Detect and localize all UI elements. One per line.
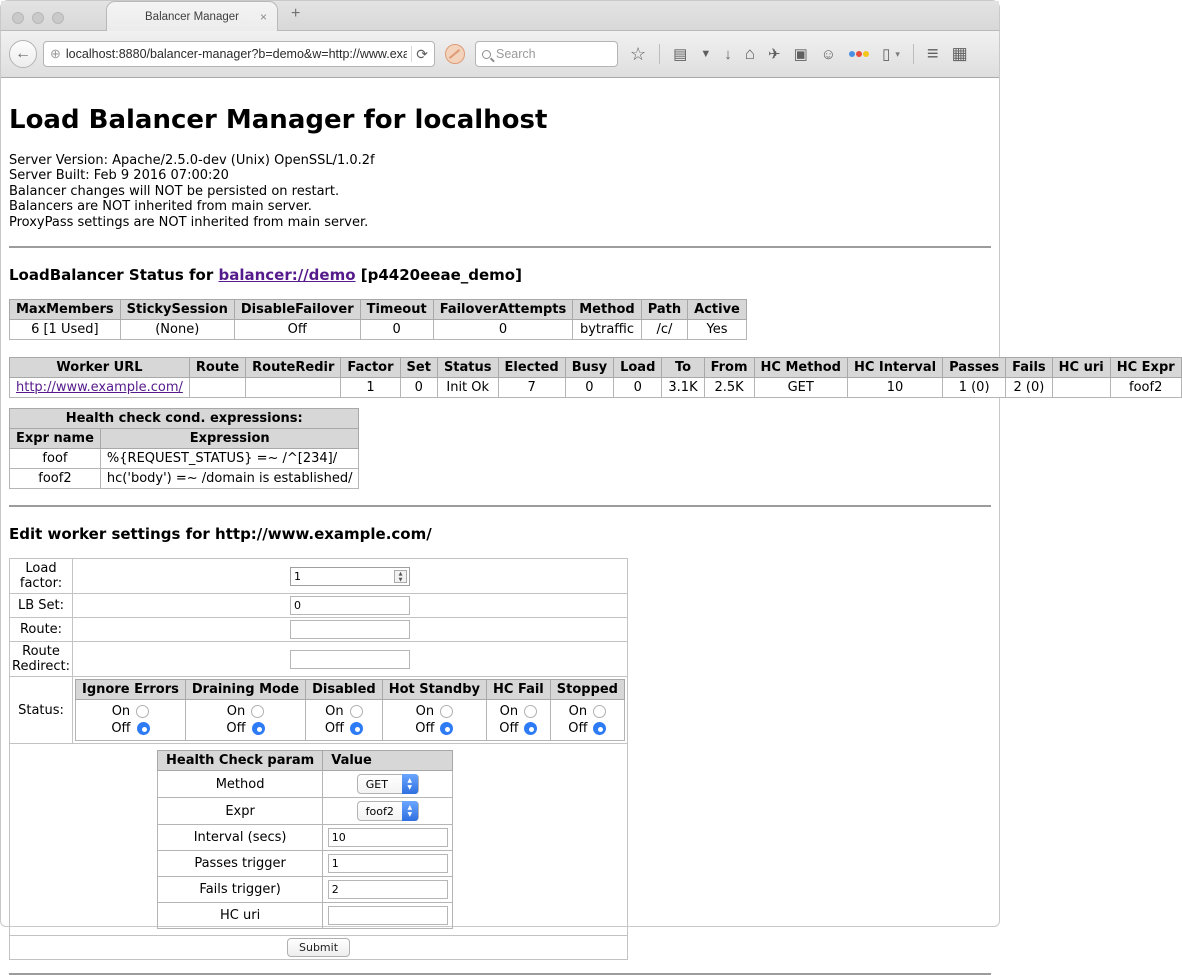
health-check-param-table	[157, 750, 453, 929]
radio-on-hc-fail[interactable]	[524, 705, 537, 718]
health-check-expressions-table	[9, 408, 359, 489]
col-factor: Factor	[341, 358, 400, 378]
cell-routeredir	[246, 378, 341, 398]
cell-disablefailover: Off	[234, 320, 360, 340]
radio-off-draining-mode[interactable]	[252, 722, 265, 735]
cell-failoverattempts: 0	[433, 320, 573, 340]
radio-on-disabled[interactable]	[350, 705, 363, 718]
colors-icon[interactable]	[849, 51, 869, 57]
off-label: Off	[499, 721, 519, 737]
col-draining-mode: Draining Mode	[185, 680, 305, 700]
divider	[9, 505, 991, 507]
form-row-submit	[10, 936, 628, 960]
hc-header-row	[158, 751, 453, 771]
back-arrow-icon: ←	[15, 45, 31, 62]
cell-hc-uri	[1052, 378, 1110, 398]
reading-list-icon[interactable]: ▤	[673, 46, 688, 63]
hc-uri-input[interactable]	[328, 906, 448, 925]
chat-icon[interactable]: ☺	[820, 45, 837, 63]
col-ignore-errors: Ignore Errors	[76, 680, 186, 700]
route-redirect-input[interactable]	[290, 650, 410, 669]
method-label: Method	[158, 771, 323, 798]
cell-factor: 1	[341, 378, 400, 398]
balancer-status-table	[9, 299, 747, 340]
route-redirect-label: Route Redirect:	[10, 642, 73, 677]
server-version-line: Server Version: Apache/2.5.0-dev (Unix) OpenSSL/1.0.2f	[9, 153, 375, 168]
bookmark-star-icon[interactable]: ☆	[630, 43, 647, 64]
col-route: Route	[189, 358, 245, 378]
tab-bar	[1, 1, 999, 31]
tab-balancer-manager[interactable]	[106, 1, 278, 31]
passes-trigger-label: Passes trigger	[158, 851, 323, 877]
new-tab-button[interactable]: +	[291, 5, 301, 22]
worker-status-table	[9, 357, 1182, 398]
interval-label: Interval (secs)	[158, 825, 323, 851]
radio-off-hot-standby[interactable]	[440, 722, 453, 735]
off-label: Off	[226, 721, 246, 737]
col-hc-value: Value	[323, 751, 453, 771]
cell-stickysession: (None)	[120, 320, 234, 340]
col-stickysession: StickySession	[120, 300, 234, 320]
status-header-row	[76, 680, 625, 700]
cell-timeout: 0	[360, 320, 433, 340]
method-select-value: GET	[365, 777, 388, 791]
hc-row-passes	[158, 851, 453, 877]
page-title: Load Balancer Manager for localhost	[9, 105, 548, 135]
col-from: From	[704, 358, 754, 378]
route-label: Route:	[10, 618, 73, 642]
status-label: Status:	[10, 677, 73, 744]
navigation-toolbar	[1, 31, 999, 78]
col-load: Load	[614, 358, 662, 378]
screenshot-icon[interactable]: ▣	[793, 46, 808, 63]
passes-trigger-input[interactable]	[328, 854, 448, 873]
col-hc-param: Health Check param	[158, 751, 323, 771]
number-stepper-icon[interactable]: ▲ ▼	[394, 570, 407, 583]
form-row-load-factor	[10, 559, 628, 594]
radio-on-hot-standby[interactable]	[440, 705, 453, 718]
method-select[interactable]	[357, 774, 419, 794]
col-active: Active	[688, 300, 747, 320]
cell-expression: %{REQUEST_STATUS} =~ /^[234]/	[100, 449, 359, 469]
cell-hc-interval: 10	[847, 378, 942, 398]
expr-select[interactable]	[357, 801, 419, 821]
search-bar[interactable]	[475, 41, 618, 67]
cell-active: Yes	[688, 320, 747, 340]
on-label: On	[325, 704, 344, 720]
off-label: Off	[111, 721, 131, 737]
col-hc-method: HC Method	[754, 358, 847, 378]
table-header-row	[10, 429, 359, 449]
reload-icon[interactable]: ⟳	[416, 45, 428, 62]
cell-expr-name: foof2	[10, 469, 101, 489]
radio-off-ignore-errors[interactable]	[137, 722, 150, 735]
form-row-route-redirect	[10, 642, 628, 677]
worker-row	[10, 378, 1182, 398]
col-busy: Busy	[565, 358, 613, 378]
col-fails: Fails	[1006, 358, 1053, 378]
col-worker-url: Worker URL	[10, 358, 190, 378]
lb-set-input[interactable]	[290, 596, 410, 615]
on-label: On	[226, 704, 246, 720]
on-label: On	[568, 704, 588, 720]
hc-row-uri	[158, 903, 453, 929]
on-label: On	[415, 704, 435, 720]
col-stopped: Stopped	[550, 680, 624, 700]
cell-path: /c/	[641, 320, 687, 340]
expr-label: Expr	[158, 798, 323, 825]
cell-elected: 7	[498, 378, 565, 398]
route-input[interactable]	[290, 620, 410, 639]
edit-worker-form	[9, 558, 991, 960]
toolbar-divider	[659, 44, 660, 64]
form-row-route	[10, 618, 628, 642]
col-hot-standby: Hot Standby	[382, 680, 486, 700]
col-hc-fail: HC Fail	[487, 680, 551, 700]
persist-notice-line: Balancer changes will NOT be persisted on restart.	[9, 183, 340, 199]
hc-row-interval	[158, 825, 453, 851]
radio-off-hc-fail[interactable]	[524, 722, 537, 735]
globe-icon: ⊕	[50, 46, 61, 61]
col-failoverattempts: FailoverAttempts	[433, 300, 573, 320]
fails-trigger-input[interactable]	[328, 880, 448, 899]
divider	[9, 246, 991, 248]
col-path: Path	[641, 300, 687, 320]
send-icon[interactable]: ✈	[768, 46, 781, 63]
col-method: Method	[573, 300, 641, 320]
col-elected: Elected	[498, 358, 565, 378]
adblock-icon[interactable]	[445, 44, 465, 64]
select-stepper-icon: ▲ ▼	[402, 774, 418, 794]
cell-passes: 1 (0)	[943, 378, 1006, 398]
status-radio-row	[76, 700, 625, 741]
balancer-demo-link[interactable]: balancer://demo	[218, 266, 356, 285]
col-hc-uri: HC uri	[1052, 358, 1110, 378]
cell-expr-name: foof	[10, 449, 101, 469]
col-passes: Passes	[943, 358, 1006, 378]
menu-icon[interactable]: ≡	[926, 42, 939, 65]
heading-suffix: [p4420eeae_demo]	[355, 266, 522, 285]
minimize-window-button[interactable]	[32, 12, 44, 24]
url-input[interactable]	[66, 47, 407, 61]
cell-hc-method: GET	[754, 378, 847, 398]
form-row-status	[10, 677, 628, 744]
radio-off-disabled[interactable]	[350, 722, 363, 735]
urlbar-divider	[411, 46, 412, 62]
sidebar-tablet-icon[interactable]: ▯	[882, 46, 891, 63]
search-icon	[482, 50, 491, 59]
hc-uri-label: HC uri	[158, 903, 323, 929]
hc-row-fails	[158, 877, 453, 903]
page-content	[1, 105, 1175, 975]
status-radio-table	[75, 679, 625, 741]
col-set: Set	[400, 358, 437, 378]
tab-title: Balancer Manager	[145, 10, 239, 23]
worker-url-link[interactable]: http://www.example.com/	[16, 380, 183, 396]
cell-status: Init Ok	[437, 378, 498, 398]
interval-input[interactable]	[328, 828, 448, 847]
form-row-lb-set	[10, 594, 628, 618]
expr-select-value: foof2	[365, 804, 394, 818]
col-hc-expr: HC Expr	[1110, 358, 1181, 378]
col-routeredir: RouteRedir	[246, 358, 341, 378]
radio-on-ignore-errors[interactable]	[136, 705, 149, 718]
downloads-icon[interactable]: ↓	[724, 45, 732, 63]
on-label: On	[111, 704, 131, 720]
radio-off-stopped[interactable]	[593, 722, 606, 735]
select-stepper-icon: ▲ ▼	[402, 801, 418, 821]
toolbar-icons	[630, 43, 968, 66]
load-factor-value: 1	[294, 569, 301, 583]
radio-on-stopped[interactable]	[593, 705, 606, 718]
load-factor-input[interactable]	[290, 567, 410, 586]
radio-on-draining-mode[interactable]	[251, 705, 264, 718]
home-icon[interactable]: ⌂	[744, 44, 755, 63]
off-label: Off	[568, 721, 588, 737]
toolbar-divider	[913, 44, 914, 64]
close-window-button[interactable]	[12, 12, 24, 24]
col-disablefailover: DisableFailover	[234, 300, 360, 320]
back-button[interactable]	[9, 40, 37, 68]
col-status: Status	[437, 358, 498, 378]
cell-route	[189, 378, 245, 398]
url-bar[interactable]	[43, 41, 435, 67]
cell-hc-expr: foof2	[1110, 378, 1181, 398]
cell-load: 0	[614, 378, 662, 398]
col-hc-interval: HC Interval	[847, 358, 942, 378]
col-expression: Expression	[100, 429, 359, 449]
fails-trigger-label: Fails trigger)	[158, 877, 323, 903]
hc-row-expr	[158, 798, 453, 825]
cell-expression: hc('body') =~ /domain is established/	[100, 469, 359, 489]
heading-prefix: LoadBalancer Status for	[9, 266, 219, 285]
cell-maxmembers: 6 [1 Used]	[10, 320, 121, 340]
table-row	[10, 320, 747, 340]
cell-to: 3.1K	[662, 378, 704, 398]
server-built-line: Server Built: Feb 9 2016 07:00:20	[9, 168, 229, 184]
col-to: To	[662, 358, 704, 378]
load-factor-label: Load factor:	[10, 559, 73, 594]
submit-button[interactable]: Submit	[287, 938, 350, 957]
form-row-health-check	[10, 744, 628, 936]
col-timeout: Timeout	[360, 300, 433, 320]
cell-busy: 0	[565, 378, 613, 398]
cell-fails: 2 (0)	[1006, 378, 1053, 398]
zoom-window-button[interactable]	[52, 12, 64, 24]
off-label: Off	[415, 721, 435, 737]
grid-icon[interactable]: ▦	[951, 44, 968, 63]
cell-from: 2.5K	[704, 378, 754, 398]
edit-worker-heading: Edit worker settings for http://www.example.com/	[9, 525, 432, 544]
expr-row	[10, 449, 359, 469]
off-label: Off	[324, 721, 345, 737]
chevron-down-icon[interactable]: ▾	[895, 48, 900, 59]
lb-set-label: LB Set:	[10, 594, 73, 618]
table-header-row	[10, 358, 1182, 378]
tab-close-icon[interactable]: ×	[259, 9, 267, 24]
col-disabled: Disabled	[306, 680, 383, 700]
pocket-icon[interactable]: ▼	[700, 48, 712, 60]
inherit-notice-line: Balancers are NOT inherited from main server.	[9, 199, 312, 215]
on-label: On	[499, 704, 519, 720]
table-header-row	[10, 300, 747, 320]
proxypass-notice-line: ProxyPass settings are NOT inherited from main server.	[9, 214, 369, 230]
loadbalancer-status-heading	[9, 266, 991, 284]
expr-table-title: Health check cond. expressions:	[10, 409, 359, 429]
window-controls[interactable]	[12, 12, 64, 24]
col-maxmembers: MaxMembers	[10, 300, 121, 320]
table-title-row	[10, 409, 359, 429]
cell-method: bytraffic	[573, 320, 641, 340]
expr-row	[10, 469, 359, 489]
cell-set: 0	[400, 378, 437, 398]
col-expr-name: Expr name	[10, 429, 101, 449]
hc-row-method	[158, 771, 453, 798]
